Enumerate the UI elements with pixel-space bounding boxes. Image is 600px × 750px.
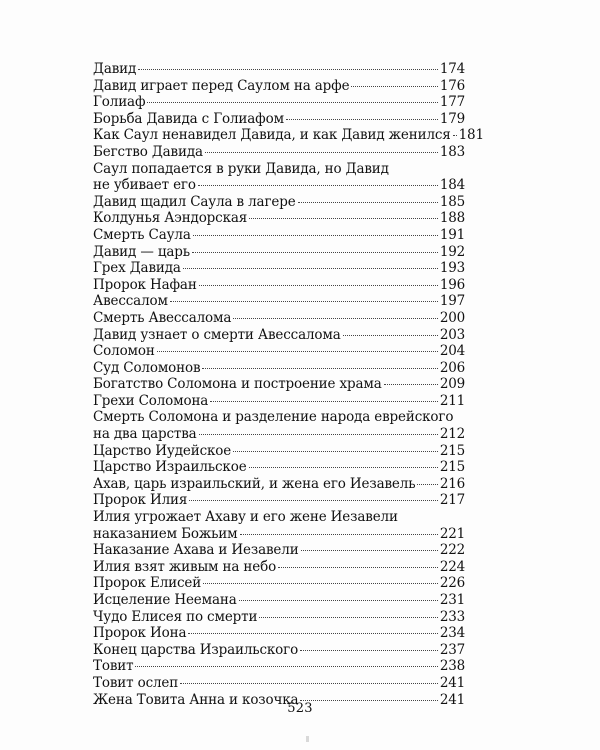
toc-entry (93, 409, 465, 442)
toc-entry-page: 181 (458, 127, 484, 144)
toc-entry (93, 393, 465, 410)
dot-leader (157, 351, 438, 352)
dot-leader (301, 550, 438, 551)
toc-entry-title: Царство Иудейское (93, 442, 232, 459)
toc-entry (93, 509, 465, 542)
dot-leader (300, 650, 438, 651)
toc-entry-page: 237 (439, 641, 465, 658)
toc-entry-title: Пророк Илия (93, 492, 188, 509)
toc-entry-title: Жена Товита Анна и козочка (93, 691, 299, 708)
toc-entry-page: 216 (439, 475, 465, 492)
toc-entry-page: 188 (439, 210, 465, 227)
toc-entry-last-line (93, 426, 465, 443)
dot-leader (278, 567, 438, 568)
dot-leader (193, 235, 438, 236)
toc-entry-page: 241 (439, 691, 465, 708)
toc-entry (93, 575, 465, 592)
toc-entry-page: 203 (439, 326, 465, 343)
dot-leader (189, 500, 438, 501)
toc-entry-page: 211 (439, 392, 465, 409)
toc-entry (93, 360, 465, 377)
toc-entry-title: Смерть Саула (93, 226, 191, 243)
toc-entry-title: Давид (93, 61, 137, 77)
toc-entry-title-line2: не убивает его (93, 177, 196, 194)
toc-entry-title-line1: Илия угрожает Ахаву и его жене Иезавели (93, 509, 398, 526)
toc-entry (93, 161, 465, 194)
toc-entry-title: Чудо Елисея по смерти (93, 608, 258, 625)
toc-entry-title: Илия взят живым на небо (93, 558, 277, 575)
toc-entry-page: 192 (439, 243, 465, 260)
dot-leader (198, 185, 438, 186)
toc-entry-title: Грехи Соломона (93, 392, 209, 409)
toc-entry (93, 443, 465, 460)
toc-entry-page: 233 (439, 608, 465, 625)
dot-leader (240, 534, 438, 535)
dot-leader (135, 666, 437, 667)
toc-entry-title: Царство Израильское (93, 459, 247, 476)
dot-leader (180, 683, 438, 684)
toc-entry-title-line2: на два царства (93, 426, 197, 443)
toc-entry (93, 625, 465, 642)
dot-leader (188, 633, 437, 634)
dot-leader (205, 152, 438, 153)
toc-entry-title: Авессалом (93, 293, 168, 310)
toc-entry-title: Пророк Нафан (93, 276, 197, 293)
toc-entry-title: Пророк Иона (93, 625, 187, 642)
dot-leader (233, 318, 438, 319)
toc-entry (93, 111, 465, 128)
toc-entry-title: Исцеление Неемана (93, 592, 237, 608)
toc-entry-page: 200 (439, 309, 465, 326)
dot-leader (170, 301, 438, 302)
toc-entry (93, 144, 465, 161)
toc-entry-title: Товит (93, 658, 134, 675)
toc-entry-title: Борьба Давида с Голиафом (93, 110, 284, 127)
toc-entry (93, 293, 465, 310)
dot-leader (192, 252, 438, 253)
toc-entry-title-line1: Саул попадается в руки Давида, но Давид (93, 160, 389, 177)
toc-entry-page: 183 (439, 143, 465, 160)
dot-leader (249, 467, 438, 468)
toc-entry (93, 609, 465, 626)
toc-entry-title: Ахав, царь израильский, и жена его Иезавель (93, 475, 416, 492)
toc-entry-title: Голиаф (93, 94, 146, 111)
toc-entry (93, 127, 484, 144)
toc-entry-page: 179 (439, 110, 465, 127)
toc-entry-page: 209 (439, 376, 465, 393)
scan-artifact (306, 736, 309, 742)
toc-entry-page: 185 (439, 193, 465, 210)
toc-entry-page: 177 (439, 94, 465, 111)
toc-entry (93, 492, 465, 509)
toc-entry (93, 61, 465, 78)
toc-entry-title: Грех Давида (93, 260, 181, 277)
toc-entry-page: 215 (439, 442, 465, 459)
dot-leader (351, 86, 437, 87)
dot-leader (203, 583, 438, 584)
toc-entry (93, 459, 465, 476)
toc-entry (93, 227, 465, 244)
toc-entry (93, 78, 465, 95)
dot-leader (202, 368, 437, 369)
toc-entry (93, 642, 465, 659)
dot-leader (233, 451, 438, 452)
toc-entry-page: 174 (439, 61, 465, 77)
toc-entry-title: Конец царства Израильского (93, 641, 299, 658)
dot-leader (199, 285, 438, 286)
toc-entry-title: Наказание Ахава и Иезавели (93, 542, 299, 559)
toc-entry-title: Давид щадил Саула в лагере (93, 193, 296, 210)
toc-entry-page: 217 (439, 492, 465, 509)
toc-entry-page: 191 (439, 226, 465, 243)
toc-entry-title: Суд Соломонов (93, 359, 201, 376)
toc-entry (93, 310, 465, 327)
toc-entry (93, 376, 465, 393)
toc-entry-title: Как Саул ненавидел Давида, и как Давид женился (93, 127, 451, 144)
toc-entry-title: Давид — царь (93, 243, 190, 260)
toc-entry-title-line1: Смерть Соломона и разделение народа еврейского (93, 409, 454, 426)
toc-entry (93, 260, 465, 277)
toc-entry-page: 221 (439, 525, 465, 542)
dot-leader (417, 484, 437, 485)
dot-leader (183, 268, 438, 269)
toc-entry (93, 658, 465, 675)
toc-entry-title: Смерть Авессалома (93, 309, 232, 326)
toc-entry (93, 675, 465, 692)
dot-leader (286, 119, 438, 120)
toc-entry-page: 224 (439, 558, 465, 575)
dot-leader (138, 69, 438, 70)
toc-entry (93, 476, 465, 493)
toc-entry-page: 206 (439, 359, 465, 376)
toc-entry (93, 210, 465, 227)
toc-entry-title: Бегство Давида (93, 143, 203, 160)
page-number: 523 (287, 701, 313, 716)
toc-entry-page: 241 (439, 674, 465, 691)
toc-entry (93, 592, 465, 609)
toc-entry-title: Колдунья Аэндорская (93, 210, 248, 227)
dot-leader (384, 384, 438, 385)
toc-entry-title: Давид узнает о смерти Авессалома (93, 326, 341, 343)
toc-entry-title: Соломон (93, 343, 155, 360)
toc-entry-page: 212 (439, 426, 465, 443)
dot-leader (147, 102, 437, 103)
toc-entry-page: 197 (439, 293, 465, 310)
toc-entry (93, 94, 465, 111)
toc-entry (93, 542, 465, 559)
dot-leader (453, 135, 457, 136)
toc-entry (93, 277, 465, 294)
toc-entry-page: 215 (439, 459, 465, 476)
toc-entry-title: Богатство Соломона и построение храма (93, 376, 382, 393)
toc-entry (93, 559, 465, 576)
toc-entry-page: 184 (439, 177, 465, 194)
toc-entry (93, 194, 465, 211)
toc-entry (93, 327, 465, 344)
toc-entry-page: 193 (439, 260, 465, 277)
dot-leader (199, 434, 438, 435)
toc-entry-page: 176 (439, 77, 465, 94)
dot-leader (249, 218, 438, 219)
dot-leader (343, 335, 438, 336)
toc-entry-page: 204 (439, 343, 465, 360)
toc-entry-page: 234 (439, 625, 465, 642)
toc-entry-last-line (93, 177, 465, 194)
toc-entry-title-line2: наказанием Божьим (93, 525, 238, 542)
dot-leader (298, 202, 438, 203)
dot-leader (259, 617, 438, 618)
table-of-contents (93, 61, 484, 708)
toc-entry-page: 238 (439, 658, 465, 675)
toc-entry-page: 226 (439, 575, 465, 592)
toc-entry-page: 222 (439, 542, 465, 559)
dot-leader (239, 600, 438, 601)
dot-leader (210, 401, 438, 402)
toc-entry-last-line (93, 526, 465, 543)
toc-entry-page: 196 (439, 276, 465, 293)
toc-entry (93, 244, 465, 261)
toc-entry-title: Пророк Елисей (93, 575, 202, 592)
toc-entry (93, 343, 465, 360)
toc-entry-page: 231 (439, 592, 465, 608)
toc-entry-title: Давид играет перед Саулом на арфе (93, 77, 350, 94)
toc-entry-title: Товит ослеп (93, 674, 179, 691)
